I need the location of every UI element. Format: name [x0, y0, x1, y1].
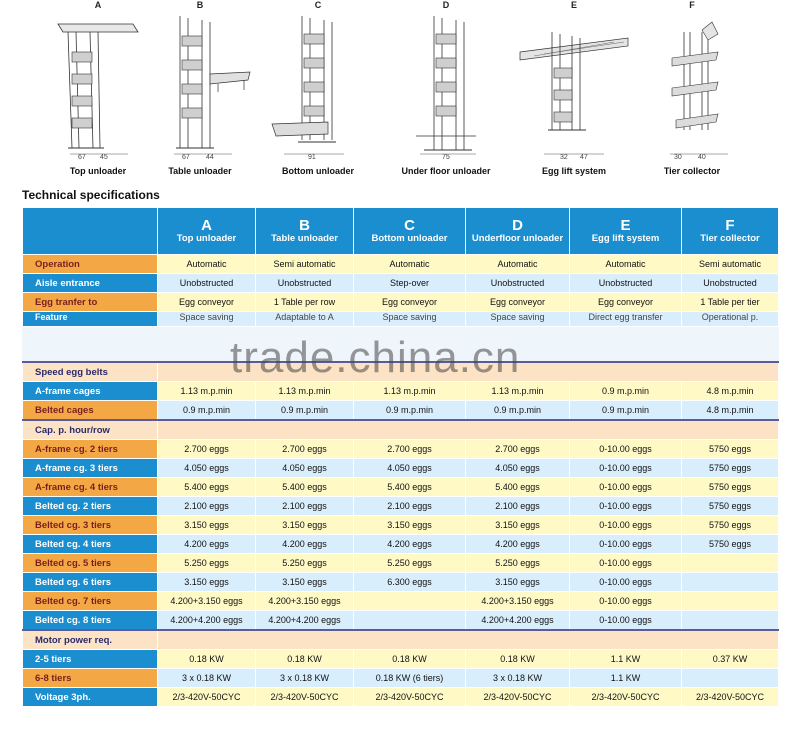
dim-label: 47: [580, 154, 588, 160]
row-label: Belted cg. 3 tiers: [23, 516, 158, 535]
table-cell: 4.200+4.200 eggs: [466, 611, 570, 631]
table-row: [23, 573, 779, 592]
table-cell: 4.200+4.200 eggs: [158, 611, 256, 631]
row-label: Belted cages: [23, 401, 158, 421]
table-cell: 2/3-420V-50CYC: [256, 688, 354, 707]
table-cell: 2.700 eggs: [354, 440, 466, 459]
spec-table-wrap: [22, 207, 778, 707]
table-cell: 0.9 m.p.min: [570, 382, 682, 401]
table-cell: 0-10.00 eggs: [570, 459, 682, 478]
table-cell: [682, 669, 779, 688]
table-cell: Egg conveyor: [466, 293, 570, 312]
dim-label: 67: [78, 154, 86, 160]
section-label: Speed egg belts: [23, 362, 158, 382]
table-cell: 0-10.00 eggs: [570, 592, 682, 611]
table-cell: 5750 eggs: [682, 440, 779, 459]
table-cell: 3.150 eggs: [466, 516, 570, 535]
table-cell: 4.200+3.150 eggs: [466, 592, 570, 611]
table-cell: 4.050 eggs: [466, 459, 570, 478]
row-label: 2-5 tiers: [23, 650, 158, 669]
table-cell: Automatic: [570, 255, 682, 274]
figure-b: [140, 0, 260, 182]
table-cell: Space saving: [158, 312, 256, 327]
table-row: [23, 592, 779, 611]
header-cell: D Underfloor unloader: [466, 208, 570, 255]
figure-letter: C: [314, 0, 322, 10]
table-cell: 0.9 m.p.min: [256, 401, 354, 421]
row-label: 6-8 tiers: [23, 669, 158, 688]
table-cell: Direct egg transfer: [570, 312, 682, 327]
watermark: trade.china.cn: [230, 333, 521, 382]
section-label: Motor power req.: [23, 630, 158, 650]
table-cell: 2/3-420V-50CYC: [158, 688, 256, 707]
table-cell: 5750 eggs: [682, 478, 779, 497]
figure-d: [386, 0, 506, 182]
table-cell: 1.13 m.p.min: [158, 382, 256, 401]
section-row: [23, 420, 779, 440]
dim-label: 44: [206, 154, 214, 160]
row-label: Belted cg. 7 tiers: [23, 592, 158, 611]
figure-letter: F: [689, 0, 695, 10]
table-row: [23, 274, 779, 293]
row-label: A-frame cg. 3 tiers: [23, 459, 158, 478]
table-cell: 4.200 eggs: [354, 535, 466, 554]
row-label: Egg tranfer to: [23, 293, 158, 312]
figure-caption: Table unloader: [168, 166, 232, 176]
table-row: [23, 312, 779, 327]
table-cell: 4.050 eggs: [256, 459, 354, 478]
table-cell: 0-10.00 eggs: [570, 573, 682, 592]
figure-letter: D: [442, 0, 450, 10]
figure-caption: Egg lift system: [541, 166, 606, 176]
dim-label: 40: [698, 154, 706, 160]
table-cell: [682, 554, 779, 573]
table-cell: 4.8 m.p.min: [682, 382, 779, 401]
table-cell: 1.13 m.p.min: [256, 382, 354, 401]
row-label: A-frame cg. 2 tiers: [23, 440, 158, 459]
table-cell: 0-10.00 eggs: [570, 497, 682, 516]
row-label: Belted cg. 2 tiers: [23, 497, 158, 516]
table-row: [23, 611, 779, 631]
section-label: Cap. p. hour/row: [23, 420, 158, 440]
table-row: [23, 401, 779, 421]
table-cell: 5.250 eggs: [256, 554, 354, 573]
table-cell: 3.150 eggs: [354, 516, 466, 535]
dim-label: 67: [182, 154, 190, 160]
row-label: A-frame cg. 4 tiers: [23, 478, 158, 497]
table-row: [23, 478, 779, 497]
table-cell: 0-10.00 eggs: [570, 440, 682, 459]
table-cell: 5750 eggs: [682, 459, 779, 478]
row-label: Feature: [23, 312, 158, 327]
row-label: Belted cg. 5 tiers: [23, 554, 158, 573]
table-cell: 2.700 eggs: [158, 440, 256, 459]
table-cell: Unobstructed: [570, 274, 682, 293]
table-cell: 2/3-420V-50CYC: [466, 688, 570, 707]
table-cell: 5.250 eggs: [158, 554, 256, 573]
table-cell: 0-10.00 eggs: [570, 516, 682, 535]
table-cell: Unobstructed: [158, 274, 256, 293]
table-cell: Step-over: [354, 274, 466, 293]
header-cell: E Egg lift system: [570, 208, 682, 255]
table-cell: [682, 592, 779, 611]
table-cell: Automatic: [466, 255, 570, 274]
table-cell: 0-10.00 eggs: [570, 535, 682, 554]
header-cell: C Bottom unloader: [354, 208, 466, 255]
table-row: [23, 382, 779, 401]
table-row: [23, 293, 779, 312]
figure-caption: Bottom unloader: [282, 166, 354, 176]
dim-label: 32: [560, 154, 568, 160]
table-cell: 0-10.00 eggs: [570, 554, 682, 573]
bottom-unloader-drawing: [258, 12, 378, 160]
table-cell: Egg conveyor: [354, 293, 466, 312]
table-cell: 2/3-420V-50CYC: [682, 688, 779, 707]
dim-label: 45: [100, 154, 108, 160]
table-cell: 2.700 eggs: [466, 440, 570, 459]
header-cell: A Top unloader: [158, 208, 256, 255]
table-cell: 4.200 eggs: [256, 535, 354, 554]
figure-caption: Under floor unloader: [401, 166, 491, 176]
table-cell: 1.13 m.p.min: [466, 382, 570, 401]
figure-c: [258, 0, 378, 182]
table-cell: 5.400 eggs: [354, 478, 466, 497]
figure-caption: Tier collector: [663, 166, 721, 176]
table-cell: Unobstructed: [466, 274, 570, 293]
table-cell: Semi automatic: [682, 255, 779, 274]
table-cell: 3.150 eggs: [466, 573, 570, 592]
table-cell: 5.250 eggs: [354, 554, 466, 573]
table-cell: 4.050 eggs: [354, 459, 466, 478]
section-row: [23, 630, 779, 650]
table-cell: 1.1 KW: [570, 669, 682, 688]
table-cell: 0-10.00 eggs: [570, 478, 682, 497]
table-row: [23, 535, 779, 554]
table-cell: 2.100 eggs: [354, 497, 466, 516]
figure-letter: A: [94, 0, 102, 10]
table-cell: 1 Table per tier: [682, 293, 779, 312]
figure-e: [514, 0, 634, 182]
header-corner: [23, 208, 158, 255]
table-cell: 5750 eggs: [682, 516, 779, 535]
table-cell: 2.100 eggs: [466, 497, 570, 516]
figure-letter: E: [570, 0, 577, 10]
dim-label: 91: [308, 154, 316, 160]
table-cell: 5.400 eggs: [158, 478, 256, 497]
row-label: Belted cg. 6 tiers: [23, 573, 158, 592]
table-cell: 2.100 eggs: [158, 497, 256, 516]
row-label: Belted cg. 4 tiers: [23, 535, 158, 554]
table-cell: 4.8 m.p.min: [682, 401, 779, 421]
table-cell: 1.13 m.p.min: [354, 382, 466, 401]
section-fill: [158, 630, 779, 650]
table-row: [23, 688, 779, 707]
table-cell: 4.050 eggs: [158, 459, 256, 478]
table-cell: 4.200+3.150 eggs: [158, 592, 256, 611]
table-cell: Automatic: [158, 255, 256, 274]
table-cell: Automatic: [354, 255, 466, 274]
table-cell: Operational p.: [682, 312, 779, 327]
table-cell: 4.200+3.150 eggs: [256, 592, 354, 611]
table-cell: 2/3-420V-50CYC: [570, 688, 682, 707]
table-cell: 3.150 eggs: [158, 516, 256, 535]
table-cell: Unobstructed: [256, 274, 354, 293]
table-row: [23, 459, 779, 478]
table-cell: Space saving: [466, 312, 570, 327]
table-cell: 0.9 m.p.min: [158, 401, 256, 421]
table-row: [23, 516, 779, 535]
under-floor-unloader-drawing: [386, 12, 506, 160]
table-cell: 5750 eggs: [682, 535, 779, 554]
table-cell: 0.9 m.p.min: [570, 401, 682, 421]
row-label: Operation: [23, 255, 158, 274]
table-cell: 5.400 eggs: [256, 478, 354, 497]
table-row: [23, 650, 779, 669]
header-cell: B Table unloader: [256, 208, 354, 255]
row-label: Belted cg. 8 tiers: [23, 611, 158, 631]
table-unloader-drawing: [140, 12, 260, 160]
figure-letter: B: [196, 0, 204, 10]
table-cell: 3.150 eggs: [256, 573, 354, 592]
table-cell: Egg conveyor: [570, 293, 682, 312]
dim-label: 75: [442, 154, 450, 160]
table-cell: 2.700 eggs: [256, 440, 354, 459]
table-cell: 4.200 eggs: [466, 535, 570, 554]
table-cell: [682, 611, 779, 631]
header-cell: F Tier collector: [682, 208, 779, 255]
table-cell: 3 x 0.18 KW: [256, 669, 354, 688]
table-cell: 0.18 KW (6 tiers): [354, 669, 466, 688]
table-cell: Egg conveyor: [158, 293, 256, 312]
table-cell: 3 x 0.18 KW: [466, 669, 570, 688]
dim-label: 30: [674, 154, 682, 160]
row-label: A-frame cages: [23, 382, 158, 401]
table-cell: 2/3-420V-50CYC: [354, 688, 466, 707]
table-cell: 4.200+4.200 eggs: [256, 611, 354, 631]
table-cell: 0.18 KW: [354, 650, 466, 669]
table-cell: 5.250 eggs: [466, 554, 570, 573]
table-row: [23, 255, 779, 274]
table-cell: 0.18 KW: [158, 650, 256, 669]
table-cell: 4.200 eggs: [158, 535, 256, 554]
table-cell: 0.18 KW: [466, 650, 570, 669]
table-cell: 3.150 eggs: [158, 573, 256, 592]
table-cell: 0.37 KW: [682, 650, 779, 669]
table-cell: 1.1 KW: [570, 650, 682, 669]
egg-lift-system-drawing: [514, 12, 634, 160]
table-row: [23, 497, 779, 516]
figure-f: [632, 0, 752, 182]
table-cell: 0.9 m.p.min: [354, 401, 466, 421]
table-cell: 1 Table per row: [256, 293, 354, 312]
table-cell: 5750 eggs: [682, 497, 779, 516]
table-cell: 3.150 eggs: [256, 516, 354, 535]
table-cell: Adaptable to A: [256, 312, 354, 327]
table-cell: 5.400 eggs: [466, 478, 570, 497]
tier-collector-drawing: [632, 12, 752, 160]
unloader-illustrations: [0, 0, 800, 182]
row-label: Aisle entrance: [23, 274, 158, 293]
section-fill: [158, 420, 779, 440]
table-cell: [682, 573, 779, 592]
table-cell: [354, 592, 466, 611]
table-cell: 0-10.00 eggs: [570, 611, 682, 631]
table-cell: Unobstructed: [682, 274, 779, 293]
section-title: Technical specifications: [22, 188, 160, 202]
table-cell: 2.100 eggs: [256, 497, 354, 516]
spec-table: [22, 207, 779, 707]
capacity-rows: [23, 440, 779, 631]
table-cell: 6.300 eggs: [354, 573, 466, 592]
table-row: [23, 554, 779, 573]
table-cell: [354, 611, 466, 631]
figure-caption: Top unloader: [69, 166, 127, 176]
table-cell: 0.9 m.p.min: [466, 401, 570, 421]
table-cell: 3 x 0.18 KW: [158, 669, 256, 688]
table-row: [23, 440, 779, 459]
table-cell: 0.18 KW: [256, 650, 354, 669]
row-label: Voltage 3ph.: [23, 688, 158, 707]
table-cell: Space saving: [354, 312, 466, 327]
table-cell: Semi automatic: [256, 255, 354, 274]
table-header-row: [23, 208, 779, 255]
table-row: [23, 669, 779, 688]
